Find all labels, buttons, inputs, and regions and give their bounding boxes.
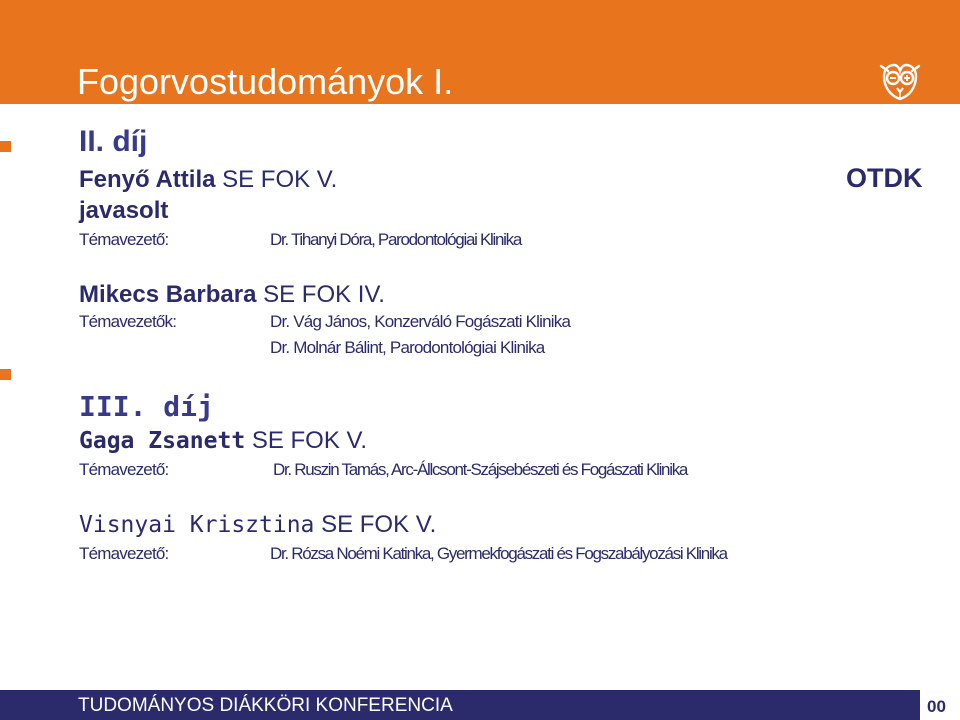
winner-name-line [79,427,367,455]
advisor-label: Témavezető: [79,460,169,479]
page-number: 00 [927,697,946,716]
footer-title: TUDOMÁNYOS DIÁKKÖRI KONFERENCIA [78,695,453,716]
winner-name: Gaga Zsanett [79,428,246,454]
winner-school: SE FOK V. [314,511,437,538]
winner-school: SE FOK V. [245,427,367,454]
prize-title-third: III. díj [79,390,214,423]
bullet-marker [0,141,11,152]
advisor-name: Dr. Rózsa Noémi Katinka, Gyermekfogászati és Fogszabályozási Klinika [270,544,727,563]
winner-name-line [79,511,436,539]
advisor-name: Dr. Ruszin Tamás, Arc-Állcsont-Szájsebészeti és Fogászati Klinika [273,460,688,479]
page-title: Fogorvostudományok I. [77,61,454,102]
winner-school: SE FOK IV. [256,281,385,308]
advisor-label: Témavezető: [79,544,169,563]
advisor-label: Témavezetők: [79,312,177,331]
winner-name: Fenyő Attila [79,166,216,193]
winner-school: SE FOK V. [215,166,338,193]
winner-name: Mikecs Barbara [79,281,257,308]
bullet-marker [0,369,11,380]
owl-icon [878,62,922,102]
brand-label: OTDK [846,163,923,193]
winner-name-line [79,166,337,194]
advisor-name: Dr. Tihanyi Dóra, Parodontológiai Klinika [270,230,521,249]
advisor-name: Dr. Molnár Bálint, Parodontológiai Klinika [270,338,545,357]
advisor-name: Dr. Vág János, Konzerváló Fogászati Klinika [270,312,571,331]
advisor-label: Témavezető: [79,230,169,249]
winner-name-line [79,281,385,309]
winner-note: javasolt [79,197,169,224]
header-bar [0,0,960,104]
winner-name: Visnyai Krisztina [79,512,315,538]
prize-title-second: II. díj [79,125,148,158]
footer-bar [0,690,920,720]
